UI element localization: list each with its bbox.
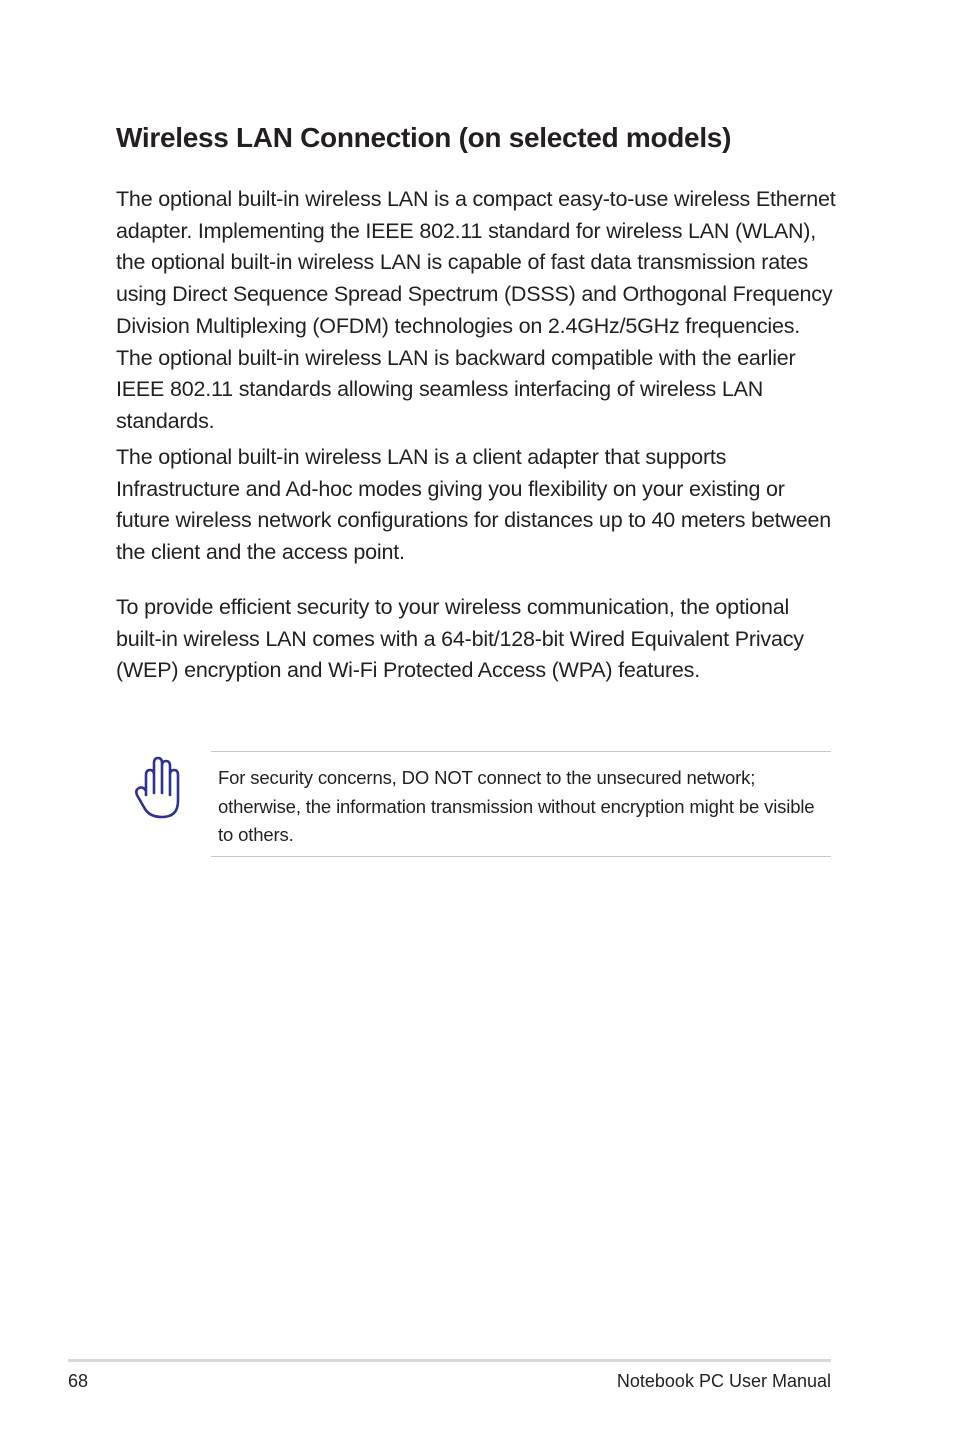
security-note-text: For security concerns, DO NOT connect to the unsecured network; otherwise, the information transmission without encryption might be visible to others. xyxy=(218,767,815,845)
paragraph-client-adapter: The optional built-in wireless LAN is a client adapter that supports Infrastructure and Ad-hoc modes giving you flexibility on your existing or future wireless network configurations for distances up to 40 meters between the client and the access point. xyxy=(116,445,831,565)
section-heading: Wireless LAN Connection (on selected models) xyxy=(116,122,732,153)
page-number: 68 xyxy=(68,1371,89,1391)
paragraph-wireless-lan-intro: The optional built-in wireless LAN is a compact easy-to-use wireless Ethernet adapter. Implementing the IEEE 802.11 standard for wireless LAN (WLAN), the optional built-in wireless LAN is capable of fast data transmission rates using Direct Sequence Spread Spectrum (DSSS) and Orthogonal Frequency Division Multiplexing (OFDM) technologies on 2.4GHz/5GHz frequencies. The optional built-in wireless LAN is backward compatible with the earlier IEEE 802.11 standards allowing seamless interfacing of wireless LAN standards. xyxy=(116,187,836,433)
hand-stop-icon xyxy=(132,755,184,821)
footer-divider xyxy=(68,1359,831,1362)
security-note xyxy=(211,751,831,857)
manual-title: Notebook PC User Manual xyxy=(616,1371,831,1391)
paragraph-security-features: To provide efficient security to your wireless communication, the optional built-in wireless LAN comes with a 64-bit/128-bit Wired Equivalent Privacy (WEP) encryption and Wi-Fi Protected Access (WPA) features. xyxy=(116,595,804,683)
